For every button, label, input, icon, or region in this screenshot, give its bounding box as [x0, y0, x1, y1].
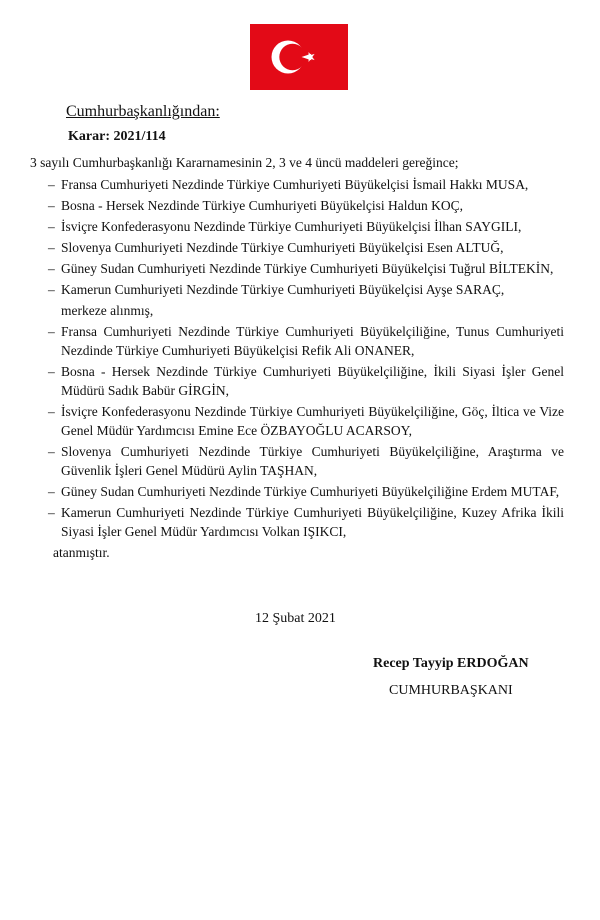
list-item — [48, 442, 564, 480]
item-text: Güney Sudan Cumhuriyeti Nezdinde Türkiye Cumhuriyeti Büyükelçisi Tuğrul BİLTEKİN, — [61, 261, 554, 276]
list-item — [48, 482, 564, 501]
item-text: Bosna - Hersek Nezdinde Türkiye Cumhuriyeti Büyükelçisi Haldun KOÇ, — [61, 198, 464, 213]
list-item — [48, 280, 564, 299]
dash-marker: – — [48, 324, 55, 339]
item-text: Kamerun Cumhuriyeti Nezdinde Türkiye Cumhuriyeti Büyükelçisi Ayşe SARAÇ, — [61, 282, 505, 297]
middle-note: merkeze alınmış, — [61, 303, 154, 318]
list-item — [48, 175, 564, 194]
item-text: Kamerun Cumhuriyeti Nezdinde Türkiye Cumhuriyeti Büyükelçiliğine, Kuzey Afrika İkili Siyasi İşler Genel Müdür Yardımcısı Volkan IŞIKCI, — [61, 505, 564, 539]
item-text: İsviçre Konfederasyonu Nezdinde Türkiye Cumhuriyeti Büyükelçisi İlhan SAYGILI, — [61, 219, 522, 234]
list-item — [48, 238, 564, 257]
decision-number: Karar: 2021/114 — [68, 129, 166, 144]
dash-marker: – — [48, 364, 55, 379]
item-text: Slovenya Cumhuriyeti Nezdinde Türkiye Cumhuriyeti Büyükelçiliğine, Araştırma ve Güvenlik İşleri Genel Müdürü Aylin TAŞHAN, — [61, 444, 564, 478]
item-text: İsviçre Konfederasyonu Nezdinde Türkiye Cumhuriyeti Büyükelçiliğine, Göç, İltica ve Vize Genel Müdür Yardımcısı Emine Ece ÖZBAYOĞLU ACARSOY, — [61, 404, 564, 438]
signer-title: CUMHURBAŞKANI — [389, 683, 513, 698]
list-item — [48, 259, 564, 278]
dash-marker: – — [48, 505, 55, 520]
item-text: Fransa Cumhuriyeti Nezdinde Türkiye Cumhuriyeti Büyükelçiliğine, Tunus Cumhuriyeti Nezdinde Türkiye Cumhuriyeti Büyükelçisi Refik Ali ONANER, — [61, 324, 564, 358]
dash-marker: – — [48, 240, 55, 255]
dash-marker: – — [48, 484, 55, 499]
dash-marker: – — [48, 404, 55, 419]
item-text: Bosna - Hersek Nezdinde Türkiye Cumhuriyeti Büyükelçiliğine, İkili Siyasi İşler Genel Müdürü Sadık Babür GİRGİN, — [61, 364, 564, 398]
issuer-heading: Cumhurbaşkanlığından: — [66, 103, 220, 120]
list-item — [48, 217, 564, 236]
signer-name: Recep Tayyip ERDOĞAN — [373, 656, 529, 671]
dash-marker: – — [48, 282, 55, 297]
list-item — [48, 322, 564, 360]
dash-marker: – — [48, 198, 55, 213]
item-text: Slovenya Cumhuriyeti Nezdinde Türkiye Cumhuriyeti Büyükelçisi Esen ALTUĞ, — [61, 240, 504, 255]
dash-marker: – — [48, 444, 55, 459]
list-item — [48, 503, 564, 541]
turkish-flag-icon — [250, 24, 348, 90]
dash-marker: – — [48, 219, 55, 234]
list-item — [48, 402, 564, 440]
decree-date: 12 Şubat 2021 — [255, 611, 336, 626]
decree-body — [48, 175, 564, 562]
item-text: Fransa Cumhuriyeti Nezdinde Türkiye Cumhuriyeti Büyükelçisi İsmail Hakkı MUSA, — [61, 177, 529, 192]
dash-marker: – — [48, 177, 55, 192]
intro-text: 3 sayılı Cumhurbaşkanlığı Kararnamesinin 2, 3 ve 4 üncü maddeleri gereğince; — [30, 155, 459, 170]
list-item — [48, 362, 564, 400]
closing-text: atanmıştır. — [53, 545, 110, 560]
list-item — [48, 196, 564, 215]
dash-marker: – — [48, 261, 55, 276]
item-text: Güney Sudan Cumhuriyeti Nezdinde Türkiye Cumhuriyeti Büyükelçiliğine Erdem MUTAF, — [61, 484, 560, 499]
